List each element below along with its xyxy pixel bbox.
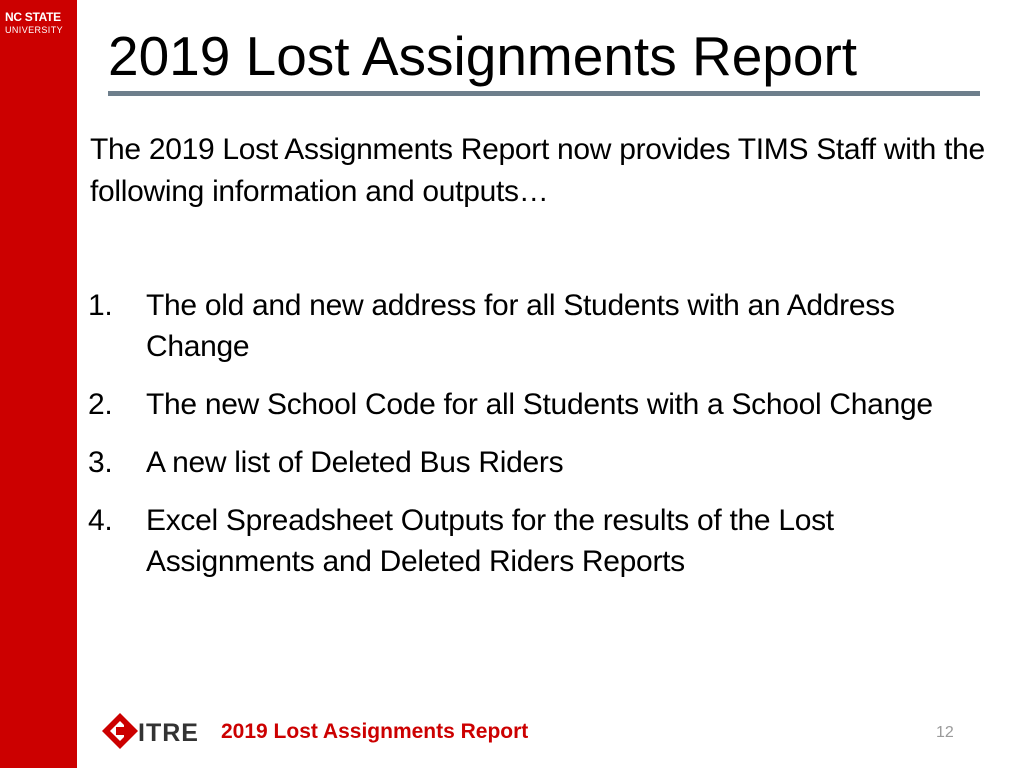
list-item-text: The new School Code for all Students with a School Change [146,388,933,421]
list-item-text: The old and new address for all Students with an Address Change [146,289,895,363]
list-item [88,500,968,582]
title-divider [108,91,980,96]
university-logo-line1: NC STATE [5,10,61,24]
university-sidebar [0,0,77,768]
slide-title: 2019 Lost Assignments Report [108,25,858,87]
itre-logo-text: ITRE [138,719,199,747]
list-item-number: 2. [88,388,113,421]
info-list [88,285,968,599]
list-item-text: A new list of Deleted Bus Riders [146,446,564,479]
list-item [88,384,968,425]
list-item-number: 3. [88,446,113,479]
list-item [88,285,968,367]
list-item-text: Excel Spreadsheet Outputs for the results of the Lost Assignments and Deleted Riders Reports [146,504,834,578]
page-number: 12 [936,724,954,741]
list-item-number: 4. [88,504,113,537]
list-item-number: 1. [88,289,113,322]
university-logo-line2: UNIVERSITY [5,25,64,35]
itre-arrow-logo-icon [102,711,202,751]
footer-title: 2019 Lost Assignments Report [221,720,529,743]
list-item [88,442,968,483]
intro-text: The 2019 Lost Assignments Report now provides TIMS Staff with the following information and outputs… [90,133,985,208]
